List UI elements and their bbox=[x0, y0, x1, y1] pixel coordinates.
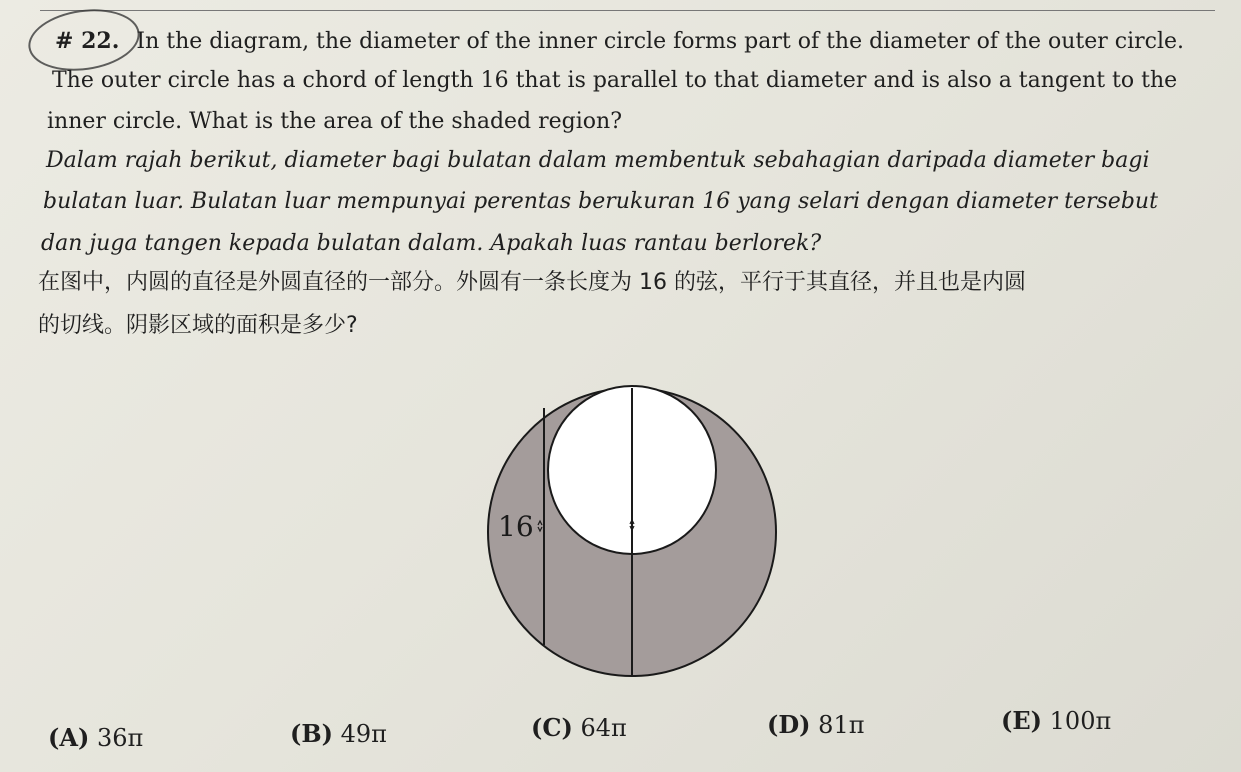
option-b-value: 49π bbox=[340, 720, 387, 748]
question-number: # 22. bbox=[55, 28, 120, 54]
option-d[interactable] bbox=[767, 710, 864, 739]
question-line-ms-2: bulatan luar. Bulatan luar mempunyai perentas berukuran 16 yang selari dengan diameter tersebut bbox=[43, 189, 1158, 214]
question-line-ms-1: Dalam rajah berikut, diameter bagi bulatan dalam membentuk sebahagian daripada diameter bagi bbox=[46, 148, 1150, 173]
top-rule bbox=[40, 10, 1215, 11]
option-e-label: (E) bbox=[1001, 706, 1043, 735]
option-c-value: 64π bbox=[580, 714, 627, 742]
option-d-value: 81π bbox=[818, 711, 865, 739]
question-line-ms-3: dan juga tangen kepada bulatan dalam. Apakah luas rantau berlorek? bbox=[41, 231, 822, 256]
option-e[interactable] bbox=[1001, 706, 1111, 735]
geometry-figure bbox=[480, 378, 780, 678]
option-e-value: 100π bbox=[1049, 707, 1112, 735]
question-en-text-1: In the diagram, the diameter of the inner circle forms part of the diameter of the outer circle. bbox=[136, 29, 1185, 54]
option-c[interactable] bbox=[531, 713, 627, 742]
option-d-label: (D) bbox=[767, 710, 811, 739]
chord-length-label: 16 bbox=[498, 510, 534, 543]
option-b[interactable] bbox=[290, 719, 387, 748]
option-a-value: 36π bbox=[96, 724, 144, 752]
question-line-en-2: The outer circle has a chord of length 16 that is parallel to that diameter and is also a tangent to the bbox=[52, 68, 1178, 93]
option-b-label: (B) bbox=[290, 719, 333, 748]
question-line-zh-1: 在图中，内圆的直径是外圆直径的一部分。外圆有一条长度为 16 的弦，平行于其直径，并且也是内圆 bbox=[38, 270, 1026, 295]
question-line-en-1 bbox=[55, 30, 1184, 53]
option-c-label: (C) bbox=[531, 713, 573, 742]
option-a-label: (A) bbox=[48, 723, 90, 752]
question-line-en-3: inner circle. What is the area of the shaded region? bbox=[47, 109, 622, 134]
question-line-zh-2: 的切线。阴影区域的面积是多少? bbox=[38, 313, 358, 338]
option-a[interactable] bbox=[48, 723, 143, 752]
